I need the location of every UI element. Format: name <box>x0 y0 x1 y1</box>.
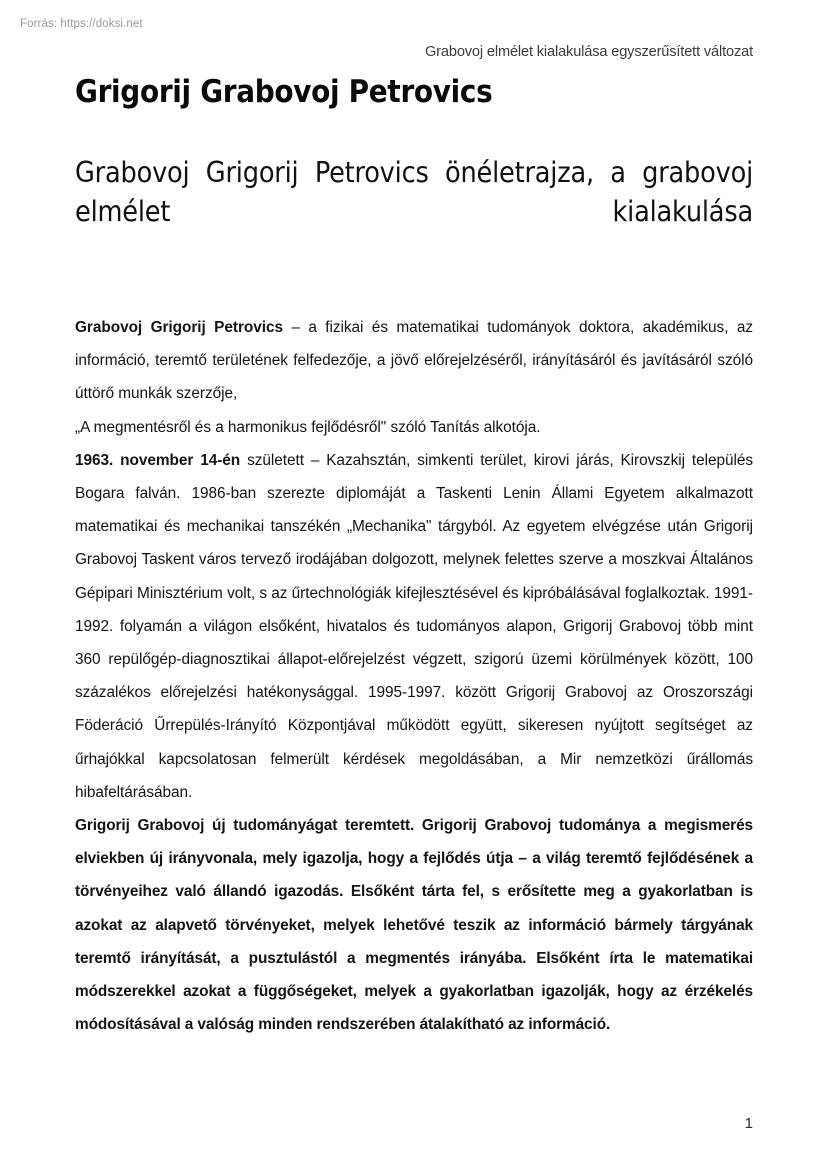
body-text-block <box>75 311 753 1041</box>
paragraph-intro-rest: – a fizikai és matematikai tudományok doktora, akadémikus, az információ, teremtő területének felfedezője, a jövő előrejelzéséről, irányításáról és javításáról szóló úttörő munkák szerzője, <box>75 318 753 403</box>
source-watermark: Forrás: https://doksi.net <box>20 18 143 30</box>
document-content <box>75 75 753 1041</box>
paragraph-teaching: „A megmentésről és a harmonikus fejlődésről" szóló Tanítás alkotója. <box>75 418 541 436</box>
paragraph-biography-rest: született – Kazahsztán, simkenti terület, kirovi járás, Kirovszkij település Bogara falván. 1986-ban szerezte diplomáját a Taskenti Lenin Állami Egyetem alkalmazott matematikai és mechanikai tanszékén „Mechanika" tárgyból. Az egyetem elvégzése után Grigorij Grabovoj Taskent város tervező irodájában dolgozott, melynek felettes szerve a moszkvai Általános Gépipari Minisztérium volt, s az űrtechnológiák kifejlesztésével és kipróbálásával foglalkoztak. 1991-1992. folyamán a világon elsőként, hivatalos és tudományos alapon, Grigorij Grabovoj több mint 360 repülőgép-diagnosztikai állapot-előrejelzést végzett, szigorú üzemi körülmények között, 100 százalékos előrejelzési hatékonysággal. 1995-1997. között Grigorij Grabovoj az Oroszországi Föderáció Űrrepülés-Irányító Központjával működött együtt, sikeresen nyújtott segítséget az űrhajókkal kapcsolatosan felmerült kérdések megoldásában, a Mir nemzetközi űrállomás hibafeltárásában. <box>75 451 754 801</box>
running-header: Grabovoj elmélet kialakulása egyszerűsített változat <box>424 44 753 60</box>
paragraph-science: Grigorij Grabovoj új tudományágat teremtett. Grigorij Grabovoj tudománya a megismerés elviekben új irányvonala, mely igazolja, hogy a fejlődés útja – a világ teremtő fejlődésének a törvényeihez való állandó igazodás. Elsőként tárta fel, s erősítette meg a gyakorlatban is azokat az alapvető törvényeket, melyek lehetővé teszik az információ bármely tárgyának teremtő irányítását, a pusztulástól a megmentés irányába. Elsőként írta le matematikai módszerekkel azokat a függőségeket, melyek a gyakorlatban igazolják, hogy az érzékelés módosításával a valóság minden rendszerében átalakítható az információ. <box>75 816 753 1034</box>
document-subtitle: Grabovoj Grigorij Petrovics önéletrajza, a grabovoj elmélet kialakulása <box>75 155 753 229</box>
paragraph-intro <box>75 311 753 411</box>
page-title: Grigorij Grabovoj Petrovics <box>75 74 493 110</box>
paragraph-biography-lead: 1963. november 14-én <box>75 451 241 469</box>
paragraph-intro-lead: Grabovoj Grigorij Petrovics <box>75 318 284 336</box>
paragraph-biography <box>75 444 753 809</box>
page-number: 1 <box>744 1115 753 1132</box>
